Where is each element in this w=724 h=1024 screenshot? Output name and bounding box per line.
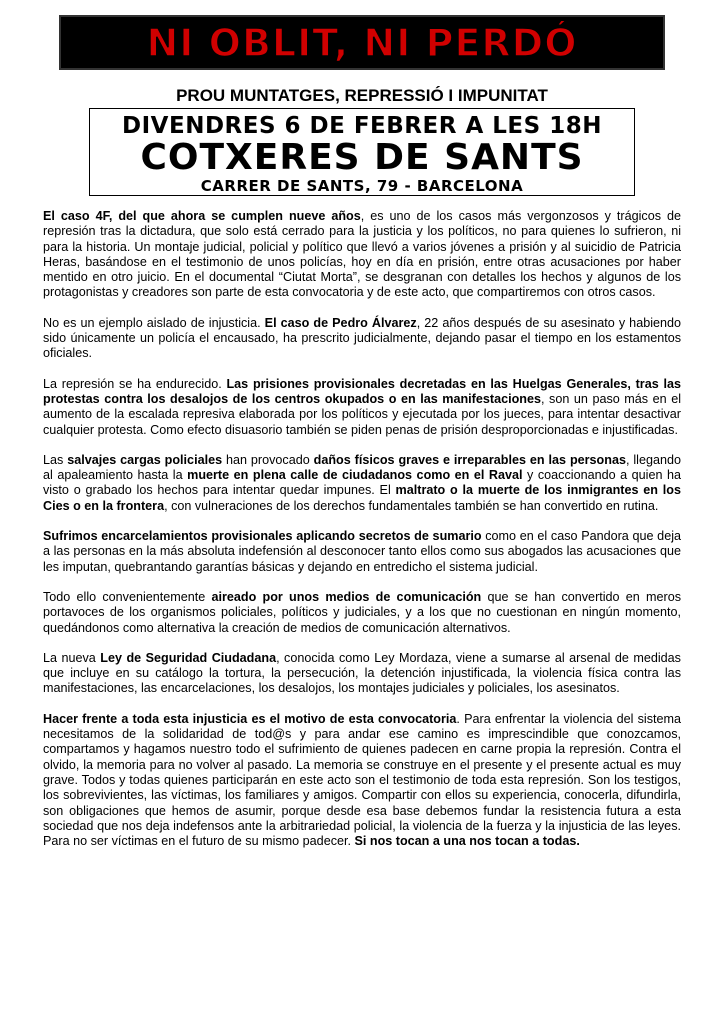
text-run: han provocado [222,452,314,467]
bold-text: El caso 4F, del que ahora se cumplen nueve años [43,209,361,223]
text-run: La nueva [43,650,101,665]
body-text [43,209,681,864]
event-venue: COTXERES DE SANTS [140,137,584,178]
event-address: CARRER DE SANTS, 79 - BARCELONA [200,177,524,195]
bold-text: El caso de Pedro Álvarez [264,315,417,330]
text-run: que se han convertido en meros portavoces de los organismos policiales, políticos y judiciales, y a los que no cuestionan en ningún momento, quedándonos como alternativa la creación de medios de comunicación alternativos. [43,589,682,635]
banner-title: NI OBLIT, NI PERDÓ [146,20,578,65]
paragraph [43,651,681,697]
paragraph [43,316,681,362]
bold-text: Hacer frente a toda esta injusticia es el motivo de esta convocatoria [43,711,457,726]
paragraph [43,377,681,438]
paragraph [43,529,681,575]
event-box [89,108,635,196]
text-run: No es un ejemplo aislado de injusticia. [43,315,265,330]
text-run: Todo ello convenientemente [43,589,212,604]
text-run: La represión se ha endurecido. [43,376,227,391]
text-run: , con vulneraciones de los derechos fundamentales también se han convertido en rutina. [164,498,659,513]
paragraph [43,590,681,636]
bold-text: Ley de Seguridad Ciudadana [100,650,277,665]
text-run: y coaccionando a quien ha visto o grabado los hechos para intentar quedar impunes. El [43,468,682,498]
subtitle: PROU MUNTATGES, REPRESSIÓ I IMPUNITAT [176,86,548,105]
text-run: , llegando al apaleamiento hasta la [43,452,681,483]
bold-text: Sufrimos encarcelamientos provisionales aplicando secretos de sumario [43,529,482,544]
text-run: , es uno de los casos más vergonzosos y trágicos de represión tras la dictadura, que solo está cerrado para la justicia y los políticos, no para quienes lo sufrieron, ni para la historia. Un montaje judicial, policial y político que llevó a varios jóvenes a prisión y al suicidio de Patricia Heras, basándose en el testimonio de unos policías, hoy en día en prisión, entre otras acusaciones por haber mentido en otro juicio. En el documental “Ciutat Morta”, se desgranan con detalles los hechos y algunos de los protagonistas y creadores son parte de esta convocatoria y de este acto, que compartiremos con otros casos. [43,209,682,300]
paragraph [43,209,681,301]
bold-text: Las prisiones provisionales decretadas en las Huelgas Generales, tras las protestas contra los desalojos de los centros okupados o en las manifestaciones [43,376,681,406]
bold-text: aireado por unos medios de comunicación [211,589,482,604]
header-banner [59,15,665,70]
text-run: . Para enfrentar la violencia del sistema necesitamos de la solidaridad de tod@s y para andar ese camino es imprescindible que conozcamos, compartamos y hagamos nuestro todo el sufrimiento de quienes padecen en carne propia la represión. Contra el olvido, la memoria para no volver al pasado. La memoria se construye en el presente y el presente actual es muy grave. Todos y todas quienes participarán en este acto son el testimonio de toda esta represión. Son los testigos, los sobrevivientes, las víctimas, los familiares y amigos. Compartir con ellos su experiencia, conocerla, difundirla, son obligaciones que hemos de asumir, porque desde esa base debemos fundar la resistencia futura a esta sociedad que nos deja indefensos ante la arbitrariedad policial, la violencia de la fuerza y la injusticia de las leyes. Para no ser víctimas en el futuro de su mismo padecer. [43,711,681,849]
text-run: , son un paso más en el aumento de la escalada represiva elaborada por los políticos y ejecutada por los jueces, para intentar desactivar cualquier protesta. Como efecto disuasorio también se piden penas de prisión desproporcionadas e injustificadas. [43,391,682,437]
bold-text: salvajes cargas policiales [67,452,223,467]
bold-text: maltrato o la muerte de los inmigrantes en los Cies o en la frontera [43,483,681,513]
text-run: como en el caso Pandora que deja a las personas en la más absoluta indefensión al desconocer tanto ellos como sus abogados las acusaciones que les imputan, quebrantando garantías básicas y dejando en entredicho el sistema judicial. [43,529,681,574]
paragraph [43,453,681,514]
event-date: DIVENDRES 6 DE FEBRER A LES 18H [122,113,602,139]
bold-text: Si nos tocan a una nos tocan a todas. [354,834,580,849]
text-run: Las [43,452,68,467]
bold-text: muerte en plena calle de ciudadanos como en el Raval [187,468,523,483]
text-run: , conocida como Ley Mordaza, viene a sumarse al arsenal de medidas que incluye en su catálogo la tortura, la persecución, la detención injustificada, la violencia física contra las manifestaciones, las encarcelaciones, los desalojos, los montajes judiciales y policiales, los asesinatos. [43,650,681,696]
text-run: , 22 años después de su asesinato y habiendo sido únicamente un policía el encausado, ha prescrito judicialmente, dejando pasar el tiempo en los estamentos oficiales. [43,315,682,361]
bold-text: daños físicos graves e irreparables en las personas [313,452,626,467]
paragraph [43,712,681,850]
